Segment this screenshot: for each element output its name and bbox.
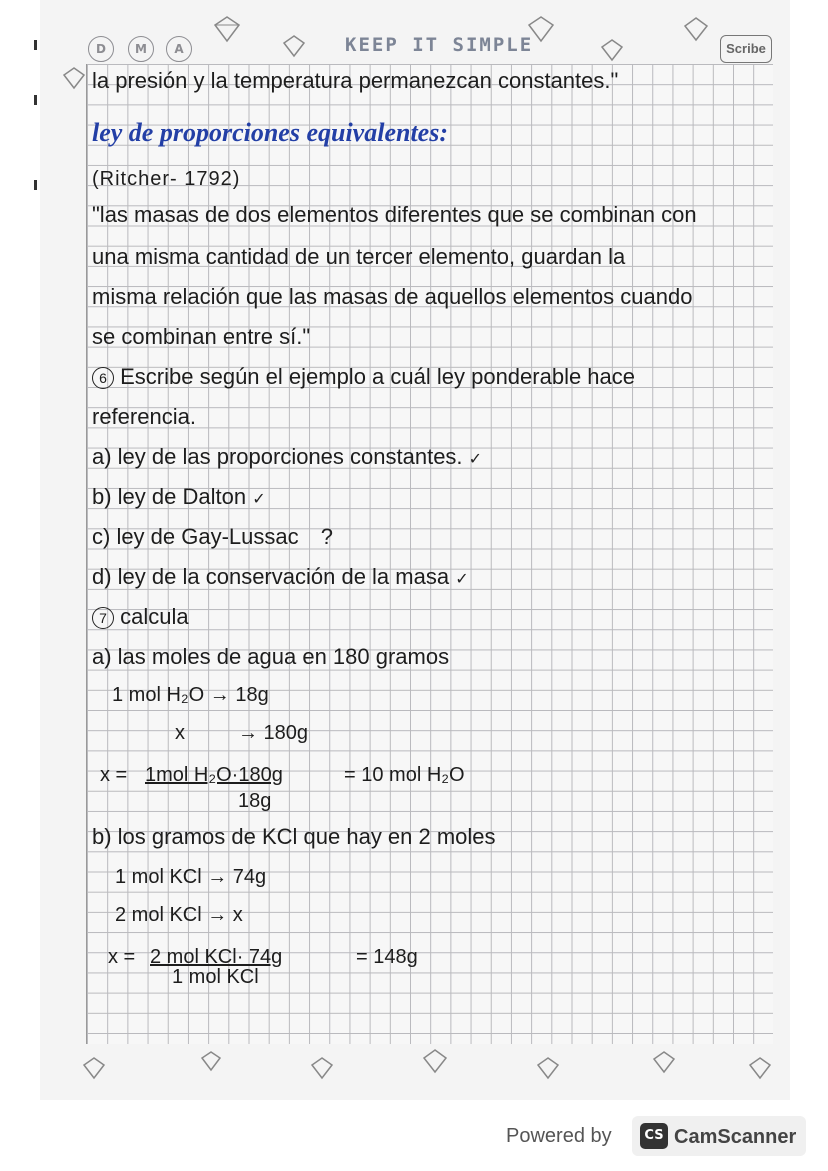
powered-by-label: Powered by xyxy=(506,1125,612,1147)
diamond-icon xyxy=(422,1048,448,1074)
part-b-heading: b) los gramos de KCl que hay en 2 moles xyxy=(92,824,496,849)
diamond-icon xyxy=(212,14,242,44)
option-a xyxy=(92,444,482,470)
quote-line-2: una misma cantidad de un tercer elemento, guardan la xyxy=(92,244,626,269)
diamond-icon xyxy=(62,66,86,90)
diamond-icon xyxy=(536,1056,560,1080)
option-a-text: a) ley de las proporciones constantes. xyxy=(92,444,463,469)
diamond-icon xyxy=(600,38,624,62)
law-author: (Ritcher- 1792) xyxy=(92,168,241,190)
header-circle-m: M xyxy=(128,36,154,62)
question-7 xyxy=(92,604,189,630)
header-circle-a: A xyxy=(166,36,192,62)
part-a-eq-result: = 10 mol H₂O xyxy=(344,764,465,786)
question-6 xyxy=(92,364,635,390)
question-6-text-2: referencia. xyxy=(92,404,196,429)
question-number-badge: 6 xyxy=(92,367,114,389)
part-a-eq-left: x = xyxy=(100,764,128,786)
option-b xyxy=(92,484,266,510)
part-b-eq-numerator: 2 mol KCl· 74g xyxy=(150,946,283,968)
law-title: ley de proporciones equivalentes: xyxy=(92,118,448,147)
question-7-text: calcula xyxy=(120,604,189,629)
part-b-eq-left: x = xyxy=(108,946,136,968)
diamond-icon xyxy=(310,1056,334,1080)
diamond-icon xyxy=(748,1056,772,1080)
question-number-badge: 7 xyxy=(92,607,114,629)
quote-line-3: misma relación que las masas de aquellos elementos cuando xyxy=(92,284,693,309)
check-mark: ✓ xyxy=(455,571,469,588)
part-a-eq-numerator: 1mol H₂O·180g xyxy=(145,764,283,786)
punch-mark xyxy=(34,180,37,190)
diamond-icon xyxy=(652,1050,676,1074)
option-d-text: d) ley de la conservación de la masa xyxy=(92,564,450,589)
part-b-step-1: 1 mol KCl → 74g xyxy=(115,866,267,888)
option-b-text: b) ley de Dalton xyxy=(92,484,247,509)
punch-mark xyxy=(34,40,37,50)
part-b-eq-denominator: 1 mol KCl xyxy=(172,966,259,988)
diamond-icon xyxy=(82,1056,106,1080)
part-a-eq-denominator: 18g xyxy=(238,790,272,812)
scribe-badge: Scribe xyxy=(720,35,772,63)
option-c xyxy=(92,524,333,550)
part-b-step-2: 2 mol KCl → x xyxy=(115,904,243,926)
part-a-step-1: 1 mol H₂O → 18g xyxy=(112,684,269,706)
part-a-step-2-x: x xyxy=(175,722,185,744)
quote-line-4: se combinan entre sí." xyxy=(92,324,311,349)
diamond-icon xyxy=(282,34,306,58)
question-6-text: Escribe según el ejemplo a cuál ley ponderable hace xyxy=(120,364,636,389)
option-c-text: c) ley de Gay-Lussac xyxy=(92,524,299,549)
part-b-eq-result: = 148g xyxy=(356,946,418,968)
diamond-icon xyxy=(526,14,556,44)
diamond-icon xyxy=(683,16,709,42)
diamond-icon xyxy=(200,1050,222,1072)
option-d xyxy=(92,564,469,590)
brand-title: KEEP IT SIMPLE xyxy=(345,34,534,56)
part-a-step-2-value: → 180g xyxy=(238,722,309,744)
part-a-heading: a) las moles de agua en 180 gramos xyxy=(92,644,450,669)
camscanner-name: CamScanner xyxy=(674,1126,797,1148)
question-mark: ? xyxy=(320,524,334,549)
check-mark: ✓ xyxy=(468,451,483,468)
quote-line-1: "las masas de dos elementos diferentes que se combinan con xyxy=(92,202,697,227)
header-circle-d: D xyxy=(88,36,114,62)
intro-line: la presión y la temperatura permanezcan constantes." xyxy=(92,68,619,93)
camscanner-icon: CS xyxy=(640,1123,668,1149)
punch-mark xyxy=(34,95,37,105)
check-mark: ✓ xyxy=(252,491,266,508)
